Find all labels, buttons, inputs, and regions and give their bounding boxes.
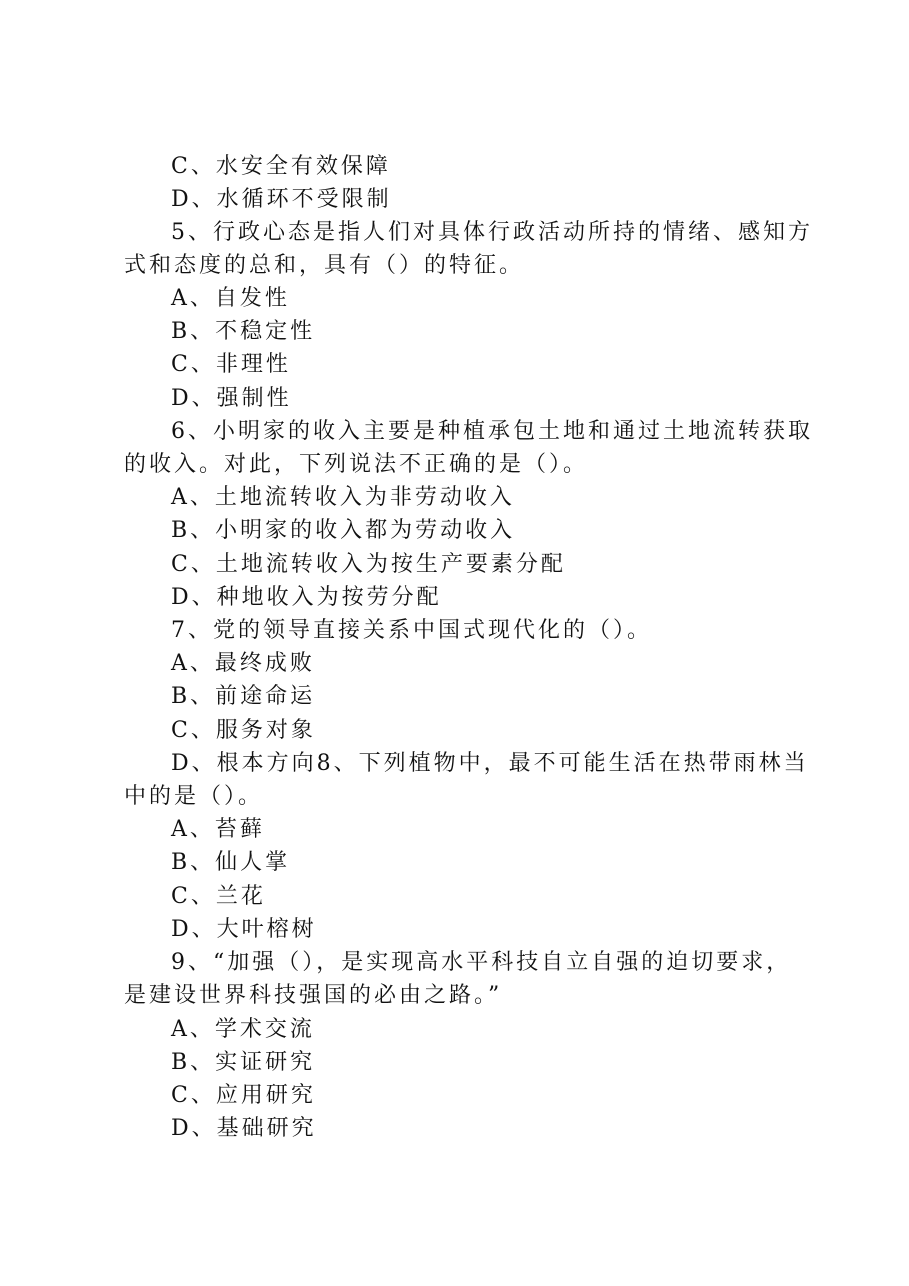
option-b-q9: B、实证研究 (171, 1050, 316, 1075)
question-9-line-1: 9、“加强（），是实现高水平科技自立自强的迫切要求， (171, 950, 792, 975)
option-c-q5: C、非理性 (171, 352, 291, 377)
question-6-line-2: 的收入。对此，下列说法不正确的是（）。 (124, 452, 589, 477)
question-7: 7、党的领导直接关系中国式现代化的（）。 (171, 618, 652, 643)
question-6-line-1: 6、小明家的收入主要是种植承包土地和通过土地流转获取 (171, 419, 813, 444)
option-d-q5: D、强制性 (171, 386, 292, 411)
option-a-q5: A、自发性 (171, 286, 290, 311)
option-d-q8: D、大叶榕树 (171, 917, 317, 942)
question-9-line-2: 是建设世界科技强国的必由之路。” (124, 983, 503, 1008)
option-c-q7: C、服务对象 (171, 718, 316, 743)
question-5-line-2: 式和态度的总和，具有（）的特征。 (124, 253, 525, 278)
option-a-q6: A、土地流转收入为非劳动收入 (171, 485, 515, 510)
option-c-q4: C、水安全有效保障 (171, 154, 391, 179)
option-c-q9: C、应用研究 (171, 1083, 316, 1108)
option-d-q6: D、种地收入为按劳分配 (171, 585, 442, 610)
option-c-q6: C、土地流转收入为按生产要素分配 (171, 552, 566, 577)
option-a-q7: A、最终成败 (171, 651, 315, 676)
option-c-q8: C、兰花 (171, 884, 266, 909)
option-d-q4: D、水循环不受限制 (171, 187, 392, 212)
option-b-q7: B、前途命运 (171, 684, 316, 709)
option-d-q9: D、基础研究 (171, 1116, 317, 1141)
question-8-line-2: 中的是（）。 (124, 784, 264, 809)
option-a-q9: A、学术交流 (171, 1017, 315, 1042)
option-b-q6: B、小明家的收入都为劳动收入 (171, 518, 516, 543)
option-d-q7-question-8-line-1: D、根本方向8、下列植物中，最不可能生活在热带雨林当 (171, 751, 809, 776)
question-5-line-1: 5、行政心态是指人们对具体行政活动所持的情绪、感知方 (171, 220, 813, 245)
option-b-q8: B、仙人掌 (171, 850, 291, 875)
option-b-q5: B、不稳定性 (171, 319, 316, 344)
option-a-q8: A、苔藓 (171, 817, 265, 842)
